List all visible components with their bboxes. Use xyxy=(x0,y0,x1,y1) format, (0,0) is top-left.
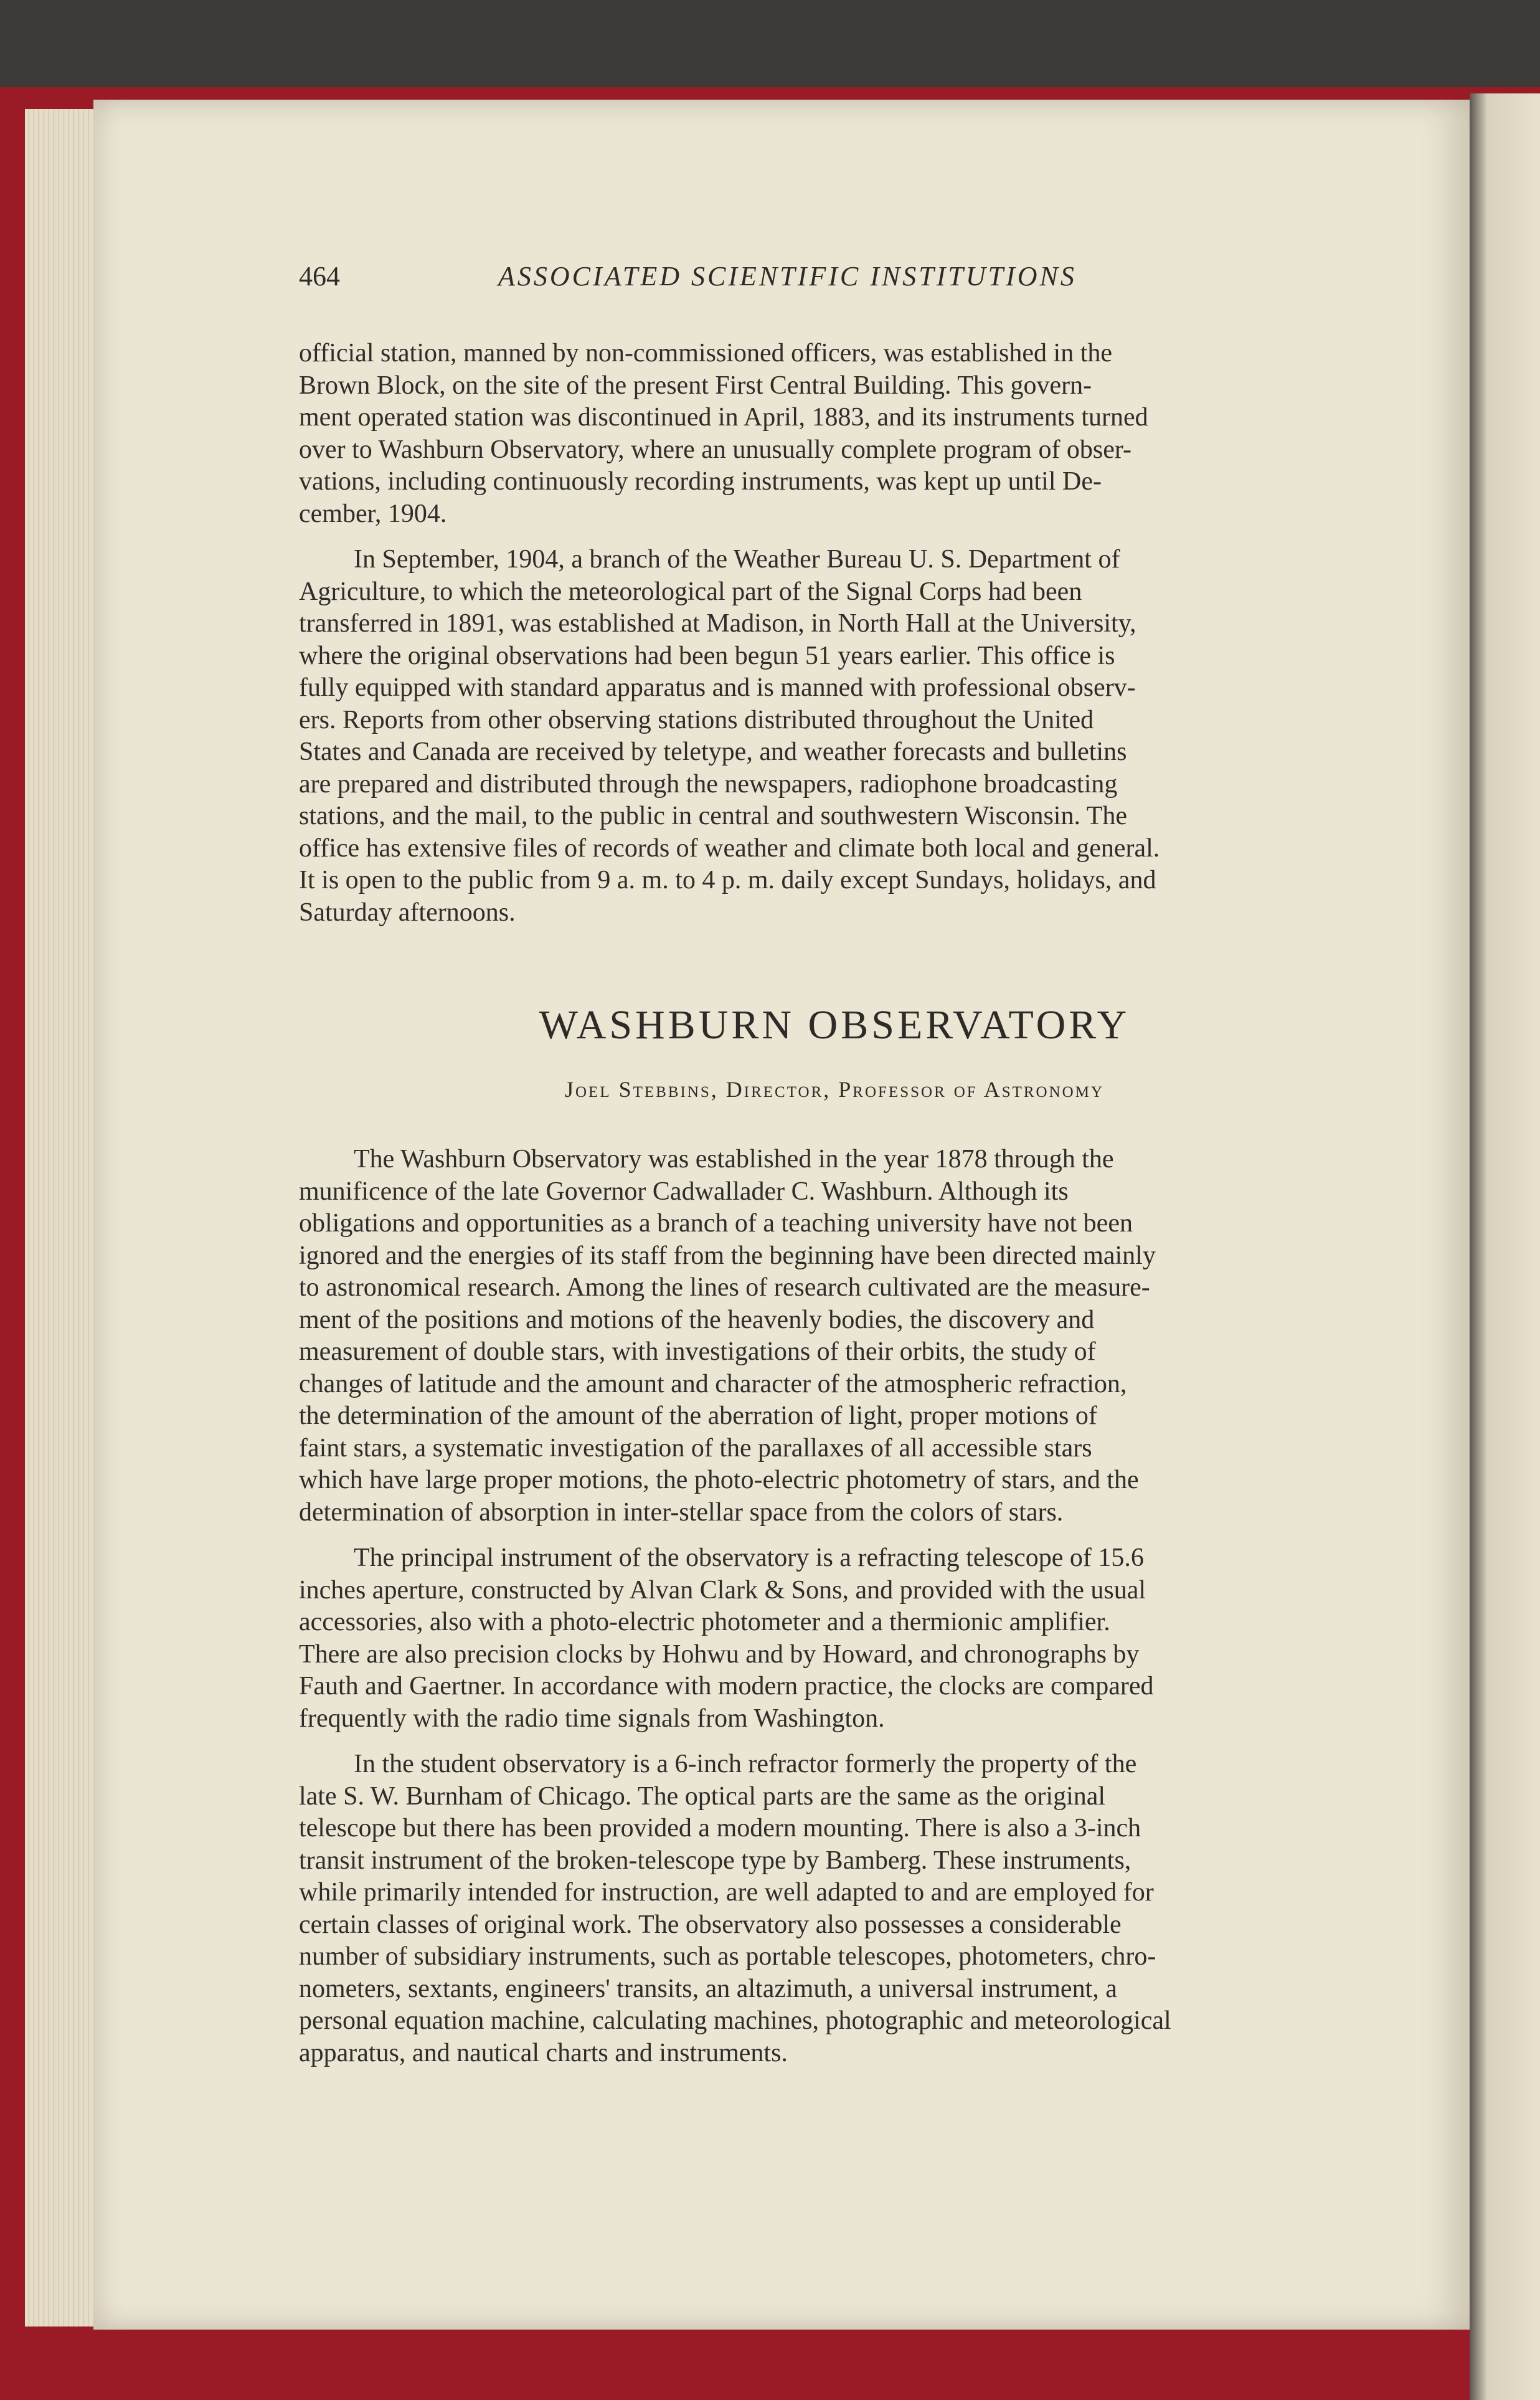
text-line: fully equipped with standard apparatus and is manned with professional observ- xyxy=(299,673,1136,702)
paragraph xyxy=(299,1748,1370,2069)
text-line: transferred in 1891, was established at Madison, in North Hall at the University, xyxy=(299,609,1136,638)
text-line: where the original observations had been begun 51 years earlier. This office is xyxy=(299,641,1115,670)
text-line: transit instrument of the broken-telescope type by Bamberg. These instruments, xyxy=(299,1846,1131,1875)
text-line: telescope but there has been provided a modern mounting. There is also a 3-inch xyxy=(299,1814,1141,1843)
text-line: late S. W. Burnham of Chicago. The optical parts are the same as the original xyxy=(299,1781,1106,1811)
text-line: It is open to the public from 9 a. m. to 4 p. m. daily except Sundays, holidays, and xyxy=(299,866,1156,894)
text-line: certain classes of original work. The observatory also possesses a considerable xyxy=(299,1910,1122,1939)
text-line: measurement of double stars, with investigations of their orbits, the study of xyxy=(299,1337,1096,1366)
text-line: while primarily intended for instruction, are well adapted to and are employed for xyxy=(299,1878,1154,1907)
text-line: are prepared and distributed through the newspapers, radiophone broadcasting xyxy=(299,769,1118,799)
text-line: nometers, sextants, engineers' transits, an altazimuth, a universal instrument, a xyxy=(299,1974,1117,2003)
text-line: changes of latitude and the amount and character of the atmospheric refraction, xyxy=(299,1369,1127,1398)
facing-page-edge xyxy=(1470,93,1540,2400)
text-line: official station, manned by non-commissioned officers, was established in the xyxy=(299,339,1112,368)
section-byline: Joel Stebbins, Director, Professor of Astronomy xyxy=(564,1077,1105,1102)
text-line: vations, including continuously recording instruments, was kept up until De- xyxy=(299,467,1102,496)
text-line: personal equation machine, calculating machines, photographic and meteorological xyxy=(299,2006,1171,2035)
text-line: cember, 1904. xyxy=(299,499,447,528)
text-line: There are also precision clocks by Hohwu and by Howard, and chronographs by xyxy=(299,1639,1140,1669)
text-line: The Washburn Observatory was established in the year 1878 through the xyxy=(354,1145,1114,1174)
text-line: In the student observatory is a 6-inch refractor formerly the property of the xyxy=(354,1750,1137,1778)
text-line: the determination of the amount of the aberration of light, proper motions of xyxy=(299,1402,1097,1430)
text-line: office has extensive files of records of weather and climate both local and general. xyxy=(299,833,1160,863)
text-line: The principal instrument of the observatory is a refracting telescope of 15.6 xyxy=(354,1544,1144,1572)
text-line: States and Canada are received by teletype, and weather forecasts and bulletins xyxy=(299,738,1127,766)
running-title: ASSOCIATED SCIENTIFIC INSTITUTIONS xyxy=(498,261,1077,292)
section-title: WASHBURN OBSERVATORY xyxy=(539,1002,1130,1048)
text-line: obligations and opportunities as a branch of a teaching university have not been xyxy=(299,1209,1133,1238)
page-header xyxy=(299,260,1245,304)
text-line: which have large proper motions, the photo-electric photometry of stars, and the xyxy=(299,1466,1139,1494)
text-line: In September, 1904, a branch of the Weather Bureau U. S. Department of xyxy=(354,545,1120,574)
page-number: 464 xyxy=(299,261,340,292)
text-line: Brown Block, on the site of the present First Central Building. This govern- xyxy=(299,371,1092,400)
text-line: inches aperture, constructed by Alvan Clark & Sons, and provided with the usual xyxy=(299,1575,1146,1605)
page-edges xyxy=(25,109,100,2326)
body-text-bottom xyxy=(299,1144,1370,2069)
text-line: accessories, also with a photo-electric photometer and a thermionic amplifier. xyxy=(299,1608,1110,1636)
body-text-top xyxy=(299,338,1370,929)
text-line: over to Washburn Observatory, where an unusually complete program of obser- xyxy=(299,435,1132,464)
text-line: number of subsidiary instruments, such as portable telescopes, photometers, chro- xyxy=(299,1942,1156,1971)
paragraph xyxy=(299,338,1370,530)
text-line: apparatus, and nautical charts and instruments. xyxy=(299,2038,788,2067)
text-line: ignored and the energies of its staff from the beginning have been directed mainly xyxy=(299,1241,1156,1270)
text-line: faint stars, a systematic investigation of the parallaxes of all accessible stars xyxy=(299,1433,1092,1463)
text-line: determination of absorption in inter-stellar space from the colors of stars. xyxy=(299,1497,1064,1527)
text-line: ment operated station was discontinued in April, 1883, and its instruments turned xyxy=(299,403,1148,432)
text-line: Fauth and Gaertner. In accordance with modern practice, the clocks are compared xyxy=(299,1672,1154,1700)
paragraph xyxy=(299,1542,1370,1735)
text-line: Agriculture, to which the meteorological part of the Signal Corps had been xyxy=(299,577,1082,606)
text-line: to astronomical research. Among the lines of research cultivated are the measure- xyxy=(299,1273,1150,1302)
paragraph xyxy=(299,544,1370,929)
text-line: Saturday afternoons. xyxy=(299,898,516,927)
paragraph xyxy=(299,1144,1370,1529)
text-line: ment of the positions and motions of the heavenly bodies, the discovery and xyxy=(299,1305,1095,1334)
text-line: munificence of the late Governor Cadwallader C. Washburn. Although its xyxy=(299,1177,1069,1206)
text-line: ers. Reports from other observing stations distributed throughout the United xyxy=(299,705,1094,734)
text-line: stations, and the mail, to the public in central and southwestern Wisconsin. The xyxy=(299,802,1127,830)
text-line: frequently with the radio time signals from Washington. xyxy=(299,1704,885,1733)
